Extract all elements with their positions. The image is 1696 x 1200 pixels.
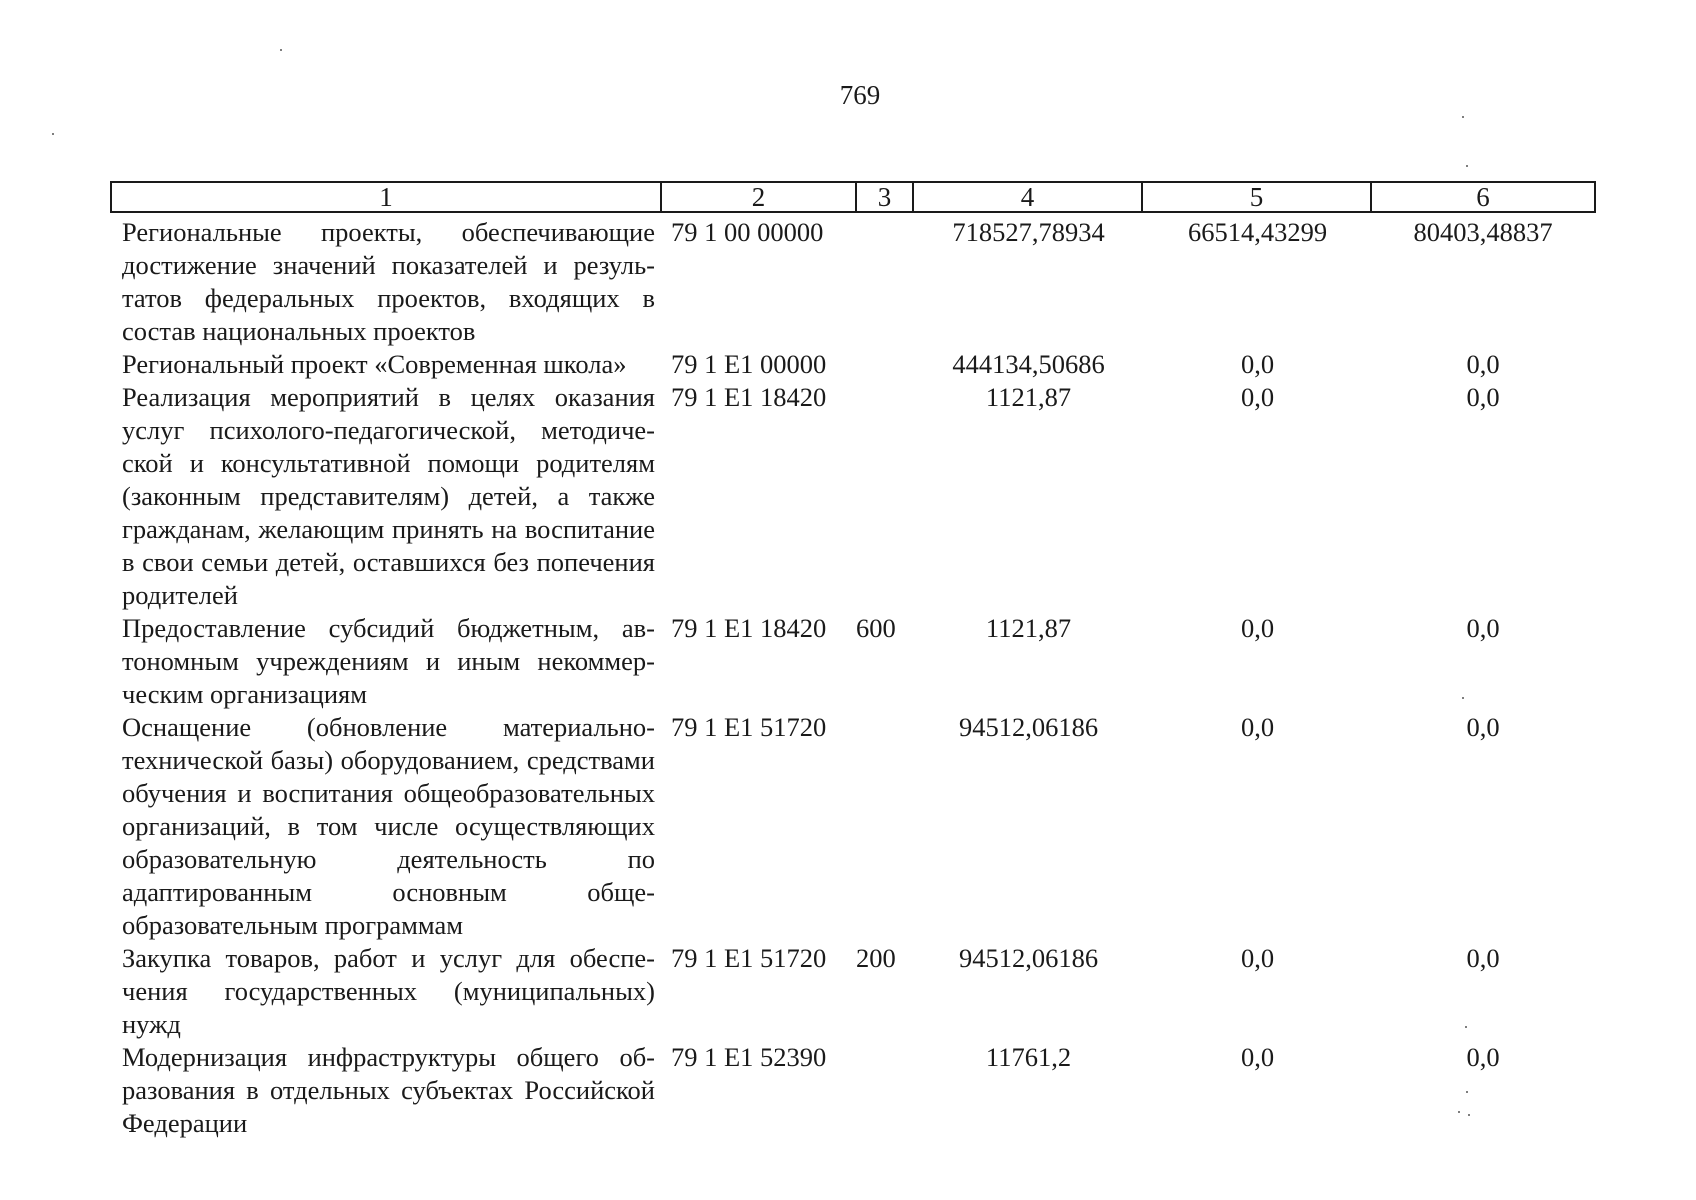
row-value-6: 0,0 [1466,349,1500,379]
row-code: 79 1 Е1 18420 [671,382,827,412]
column-header-5: 5 [1143,183,1372,211]
table-row [110,1041,1596,1140]
row-value-6: 0,0 [1466,613,1500,643]
row-value-6: 0,0 [1466,382,1500,412]
row-expense-type [854,381,914,612]
row-value-5: 0,0 [1240,613,1275,643]
row-code: 79 1 Е1 51720 [671,943,827,973]
row-value-6: 0,0 [1466,1042,1500,1072]
row-code: 79 1 Е1 18420 [671,613,827,643]
row-value-4: 1121,87 [985,613,1072,643]
row-description: Модернизация инфраструктуры общего образования в отдельных субъектах Российской Федерации [122,1042,655,1138]
table-row [110,381,1596,612]
row-value-4: 1121,87 [985,382,1072,412]
row-value-4: 11761,2 [985,1042,1072,1072]
row-code: 79 1 Е1 51720 [671,712,827,742]
row-description: Предоставление субсидий бюджетным, автономным учреждениям и иным некоммерческим организациям [122,613,655,709]
row-value-5: 0,0 [1240,943,1275,973]
row-value-6: 0,0 [1466,712,1500,742]
row-description: Реализация мероприятий в целях оказания услуг психолого-педагогической, методической и консультативной помощи родителям (законным представителям) детей, а также гражданам, желающим принять на воспитание в свои семьи детей, оставшихся без попечения родителей [122,382,655,610]
row-expense-type [854,1041,914,1140]
table-row [110,711,1596,942]
row-description: Закупка товаров, работ и услуг для обеспечения государственных (муниципальных) нужд [122,943,655,1039]
table-row [110,612,1596,711]
row-value-6: 0,0 [1466,943,1500,973]
row-expense-type [854,348,914,381]
row-expense-type: 600 [856,613,896,643]
column-header-6: 6 [1476,182,1490,212]
row-value-4: 94512,06186 [958,943,1099,973]
table-body [110,216,1596,1140]
row-value-5: 0,0 [1240,1042,1275,1072]
row-value-4: 94512,06186 [958,712,1099,742]
row-value-5: 66514,43299 [1187,217,1328,247]
column-header-3: 3 [857,183,914,211]
row-value-5: 0,0 [1240,382,1275,412]
row-code: 79 1 Е1 00000 [671,349,827,379]
row-value-5: 0,0 [1240,349,1275,379]
row-code: 79 1 00 00000 [671,217,824,247]
column-header-4: 4 [914,183,1143,211]
row-expense-type [854,711,914,942]
column-header-2: 2 [662,183,857,211]
page-number: 769 [839,80,881,110]
row-description: Региональный проект «Современная школа» [122,349,627,379]
row-description: Оснащение (обновление материально-технической базы) оборудованием, средствами обучения и воспитания общеобразовательных организаций, в том числе осуществляющих образовательную деятельность по адаптированным основным общеобразовательным программам [122,712,655,940]
row-code: 79 1 Е1 52390 [671,1042,827,1072]
row-expense-type [854,216,914,348]
table-row [110,348,1596,381]
row-value-5: 0,0 [1240,712,1275,742]
row-value-4: 718527,78934 [952,217,1105,247]
row-expense-type: 200 [856,943,896,973]
table-header [110,181,1596,213]
row-description: Региональные проекты, обеспечивающие достижение значений показателей и результатов федеральных проектов, входящих в состав национальных проектов [122,217,655,346]
row-value-6: 80403,48837 [1413,217,1553,247]
column-header-1: 1 [112,183,662,211]
row-value-4: 444134,50686 [952,349,1105,379]
table-row [110,942,1596,1041]
table-row [110,216,1596,348]
